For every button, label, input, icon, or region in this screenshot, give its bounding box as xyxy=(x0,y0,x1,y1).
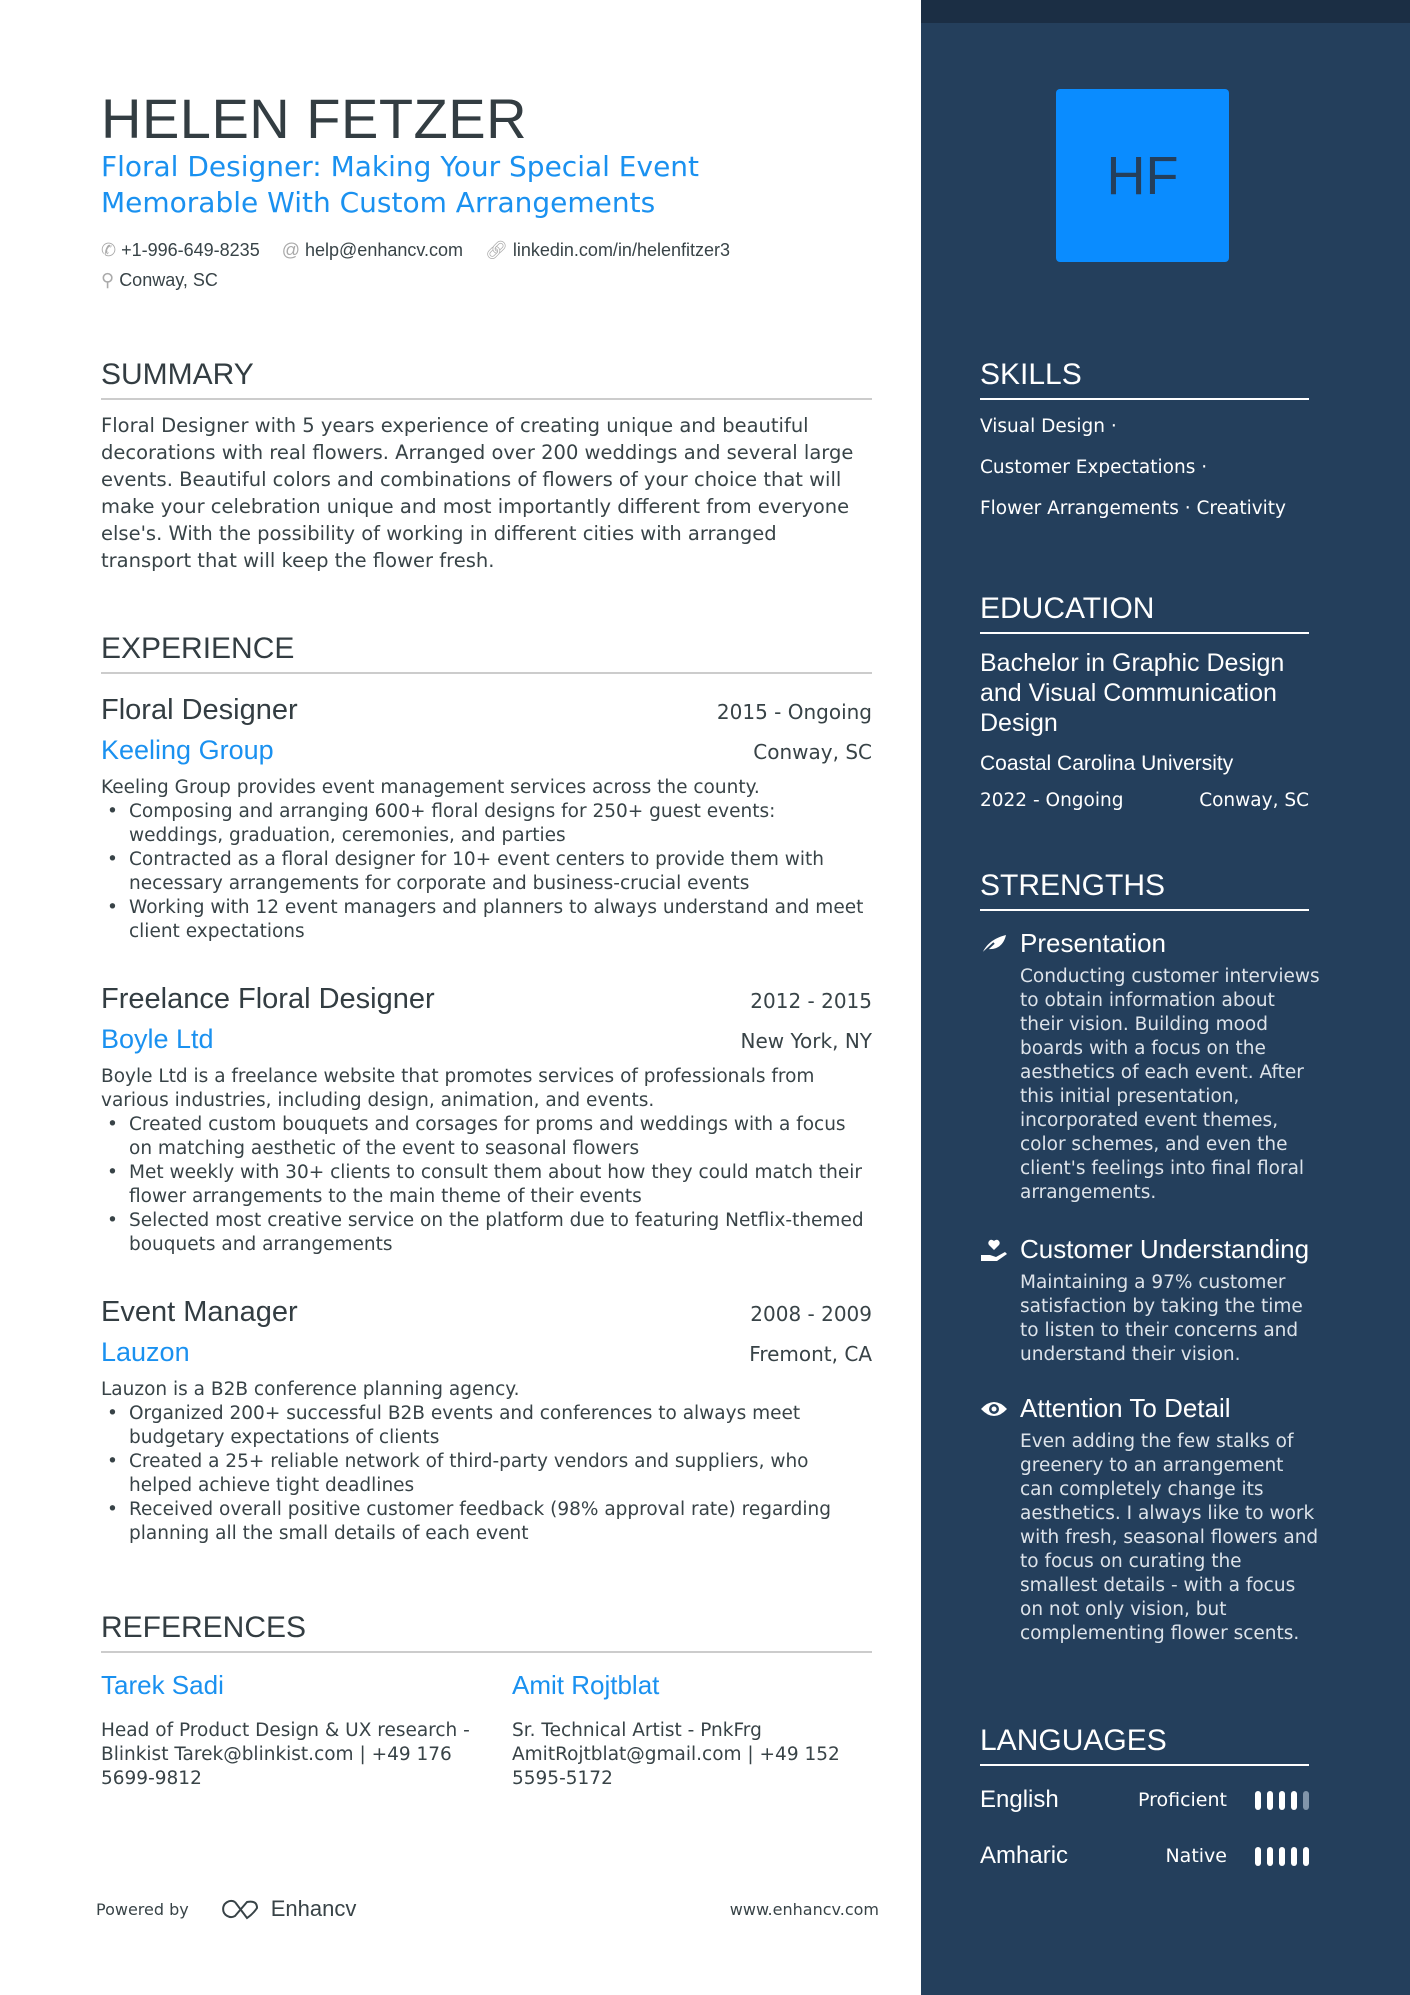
languages-heading: LANGUAGES xyxy=(980,1724,1309,1766)
strength-item xyxy=(980,928,1320,1205)
company-description: Lauzon is a B2B conference planning agency. xyxy=(101,1379,520,1400)
location: ⚲ Conway, SC xyxy=(101,270,218,290)
strength-item xyxy=(980,1393,1320,1646)
education-heading: EDUCATION xyxy=(980,592,1309,634)
reference-details: Sr. Technical Artist - PnkFrg AmitRojtblat@gmail.com | +49 152 5595-5172 xyxy=(512,1720,840,1789)
job-dates: 2012 - 2015 xyxy=(750,989,872,1013)
at-icon: @ xyxy=(281,240,300,260)
linkedin[interactable]: 🔗︎ linkedin.com/in/helenfitzer3 xyxy=(485,240,731,260)
reference-name: Tarek Sadi xyxy=(101,1670,224,1700)
footer-url[interactable]: www.enhancv.com xyxy=(729,1899,879,1919)
education-location: Conway, SC xyxy=(1199,790,1309,811)
rating-dot xyxy=(1255,1791,1261,1810)
avatar: HF xyxy=(1056,89,1229,262)
eye-icon xyxy=(980,1397,1008,1421)
job-title: Freelance Floral Designer xyxy=(101,983,435,1015)
company-name: Boyle Ltd xyxy=(101,1024,214,1054)
candidate-name: HELEN FETZER xyxy=(101,87,528,150)
leaf-icon xyxy=(980,932,1008,956)
strength-text: Conducting customer interviews to obtain information about their vision. Building mood boards with a focus on the aesthetics of each event. After this initial presentation, incorporated event themes, color schemes, and even the client's feelings into final floral arrangements. xyxy=(1020,966,1320,1203)
school: Coastal Carolina University xyxy=(980,752,1234,775)
location-pin-icon: ⚲ xyxy=(101,270,115,290)
enhancv-logo-icon xyxy=(217,1898,263,1920)
strength-text: Even adding the few stalks of greenery to an arrangement can completely change its aesthetics. I always like to work with fresh, seasonal flowers and to focus on curating the smallest details - with a focus on not only vision, but complementing flower scents. xyxy=(1020,1431,1319,1644)
language-name: Amharic xyxy=(980,1842,1069,1869)
bullet: • Organized 200+ successful B2B events and conferences to always meet budgetary expectations of clients xyxy=(101,1402,872,1450)
strength-text: Maintaining a 97% customer satisfaction by taking the time to listen to their concerns and understand their vision. xyxy=(1020,1272,1303,1365)
job-location: Conway, SC xyxy=(753,740,872,764)
company-description: Boyle Ltd is a freelance website that promotes services of professionals from various industries, including design, animation, and events. xyxy=(101,1066,815,1111)
experience-heading: EXPERIENCE xyxy=(101,632,872,674)
reference-item xyxy=(512,1670,852,1791)
experience-heading-wrap xyxy=(101,632,872,674)
job-location: Fremont, CA xyxy=(749,1342,872,1366)
bullet: • Met weekly with 30+ clients to consult them about how they could match their flower arrangements to the main theme of their events xyxy=(101,1161,872,1209)
sidebar-top-strip xyxy=(921,0,1410,23)
skill-row: Customer Expectations · xyxy=(980,457,1208,478)
bullet: • Received overall positive customer feedback (98% approval rate) regarding planning all the small details of each event xyxy=(101,1498,872,1546)
reference-details: Head of Product Design & UX research - Blinkist Tarek@blinkist.com | +49 176 5699-9812 xyxy=(101,1720,470,1789)
degree: Bachelor in Graphic Design and Visual Communication Design xyxy=(980,649,1285,737)
company-name: Lauzon xyxy=(101,1337,190,1367)
brand-name: Enhancv xyxy=(270,1896,357,1921)
phone-icon: ✆ xyxy=(101,240,117,260)
skill-row: Flower Arrangements · Creativity xyxy=(980,498,1287,519)
language-level: Native xyxy=(1165,1845,1227,1867)
language-rating xyxy=(1255,1847,1309,1866)
bullet: • Composing and arranging 600+ floral designs for 250+ guest events: weddings, graduation, ceremonies, and parties xyxy=(101,800,872,848)
powered-by-label: Powered by xyxy=(96,1899,189,1919)
bullet: • Created custom bouquets and corsages for proms and weddings with a focus on matching aesthetic of the event to seasonal flowers xyxy=(101,1113,872,1161)
job-dates: 2008 - 2009 xyxy=(750,1302,872,1326)
language-rating xyxy=(1255,1791,1309,1810)
skill-row: Visual Design · xyxy=(980,416,1117,437)
bullet: • Selected most creative service on the platform due to featuring Netflix-themed bouquets and arrangements xyxy=(101,1209,872,1257)
bullet: • Created a 25+ reliable network of third-party vendors and suppliers, who helped achieve tight deadlines xyxy=(101,1450,872,1498)
references-heading: REFERENCES xyxy=(101,1611,872,1653)
rating-dot xyxy=(1291,1847,1297,1866)
rating-dot xyxy=(1267,1791,1273,1810)
rating-dot xyxy=(1291,1791,1297,1810)
strengths-heading: STRENGTHS xyxy=(980,869,1309,911)
summary-section xyxy=(101,358,872,574)
job-entry xyxy=(101,694,872,944)
bullet: • Working with 12 event managers and planners to always understand and meet client expectations xyxy=(101,896,872,944)
rating-dot xyxy=(1303,1791,1309,1810)
references-section xyxy=(101,1611,872,1653)
job-dates: 2015 - Ongoing xyxy=(716,700,872,724)
strength-title: Presentation xyxy=(1020,928,1166,958)
job-entry xyxy=(101,1296,872,1546)
reference-name: Amit Rojtblat xyxy=(512,1670,660,1700)
strength-title: Attention To Detail xyxy=(1020,1393,1231,1423)
contact-row xyxy=(101,240,730,261)
language-row xyxy=(980,1842,1309,1870)
hand-heart-icon xyxy=(980,1238,1008,1262)
job-title: Floral Designer xyxy=(101,694,298,726)
language-name: English xyxy=(980,1786,1059,1813)
reference-item xyxy=(101,1670,471,1791)
rating-dot xyxy=(1279,1847,1285,1866)
company-name: Keeling Group xyxy=(101,735,274,765)
strength-item xyxy=(980,1234,1320,1367)
summary-heading: SUMMARY xyxy=(101,358,872,400)
summary-text: Floral Designer with 5 years experience of creating unique and beautiful decorations with real flowers. Arranged over 200 weddings and several large events. Beautiful colors and combinations of flowers of your choice that will make your celebration unique and most importantly different from everyone else's. With the possibility of working in different cities with arranged transport that will keep the flower fresh. xyxy=(101,414,854,572)
education-section xyxy=(980,592,1309,811)
strength-title: Customer Understanding xyxy=(1020,1234,1310,1264)
link-icon: 🔗︎ xyxy=(485,240,508,260)
candidate-title: Floral Designer: Making Your Special Event Memorable With Custom Arrangements xyxy=(101,150,700,219)
rating-dot xyxy=(1267,1847,1273,1866)
job-entry xyxy=(101,983,872,1257)
job-title: Event Manager xyxy=(101,1296,298,1328)
company-description: Keeling Group provides event management services across the county. xyxy=(101,777,760,798)
language-row xyxy=(980,1786,1309,1814)
strengths-heading-wrap xyxy=(980,869,1309,911)
rating-dot xyxy=(1255,1847,1261,1866)
skills-section xyxy=(980,358,1309,529)
skills-heading: SKILLS xyxy=(980,358,1309,400)
languages-heading-wrap xyxy=(980,1724,1309,1766)
language-level: Proficient xyxy=(1137,1789,1227,1811)
phone: ✆ +1-996-649-8235 xyxy=(101,240,260,260)
bullet: • Contracted as a floral designer for 10+ event centers to provide them with necessary arrangements for corporate and business-crucial events xyxy=(101,848,872,896)
job-location: New York, NY xyxy=(740,1029,872,1053)
rating-dot xyxy=(1303,1847,1309,1866)
rating-dot xyxy=(1279,1791,1285,1810)
education-dates: 2022 - Ongoing xyxy=(980,790,1124,811)
email[interactable]: @ help@enhancv.com xyxy=(281,240,464,260)
footer xyxy=(96,1896,879,1922)
